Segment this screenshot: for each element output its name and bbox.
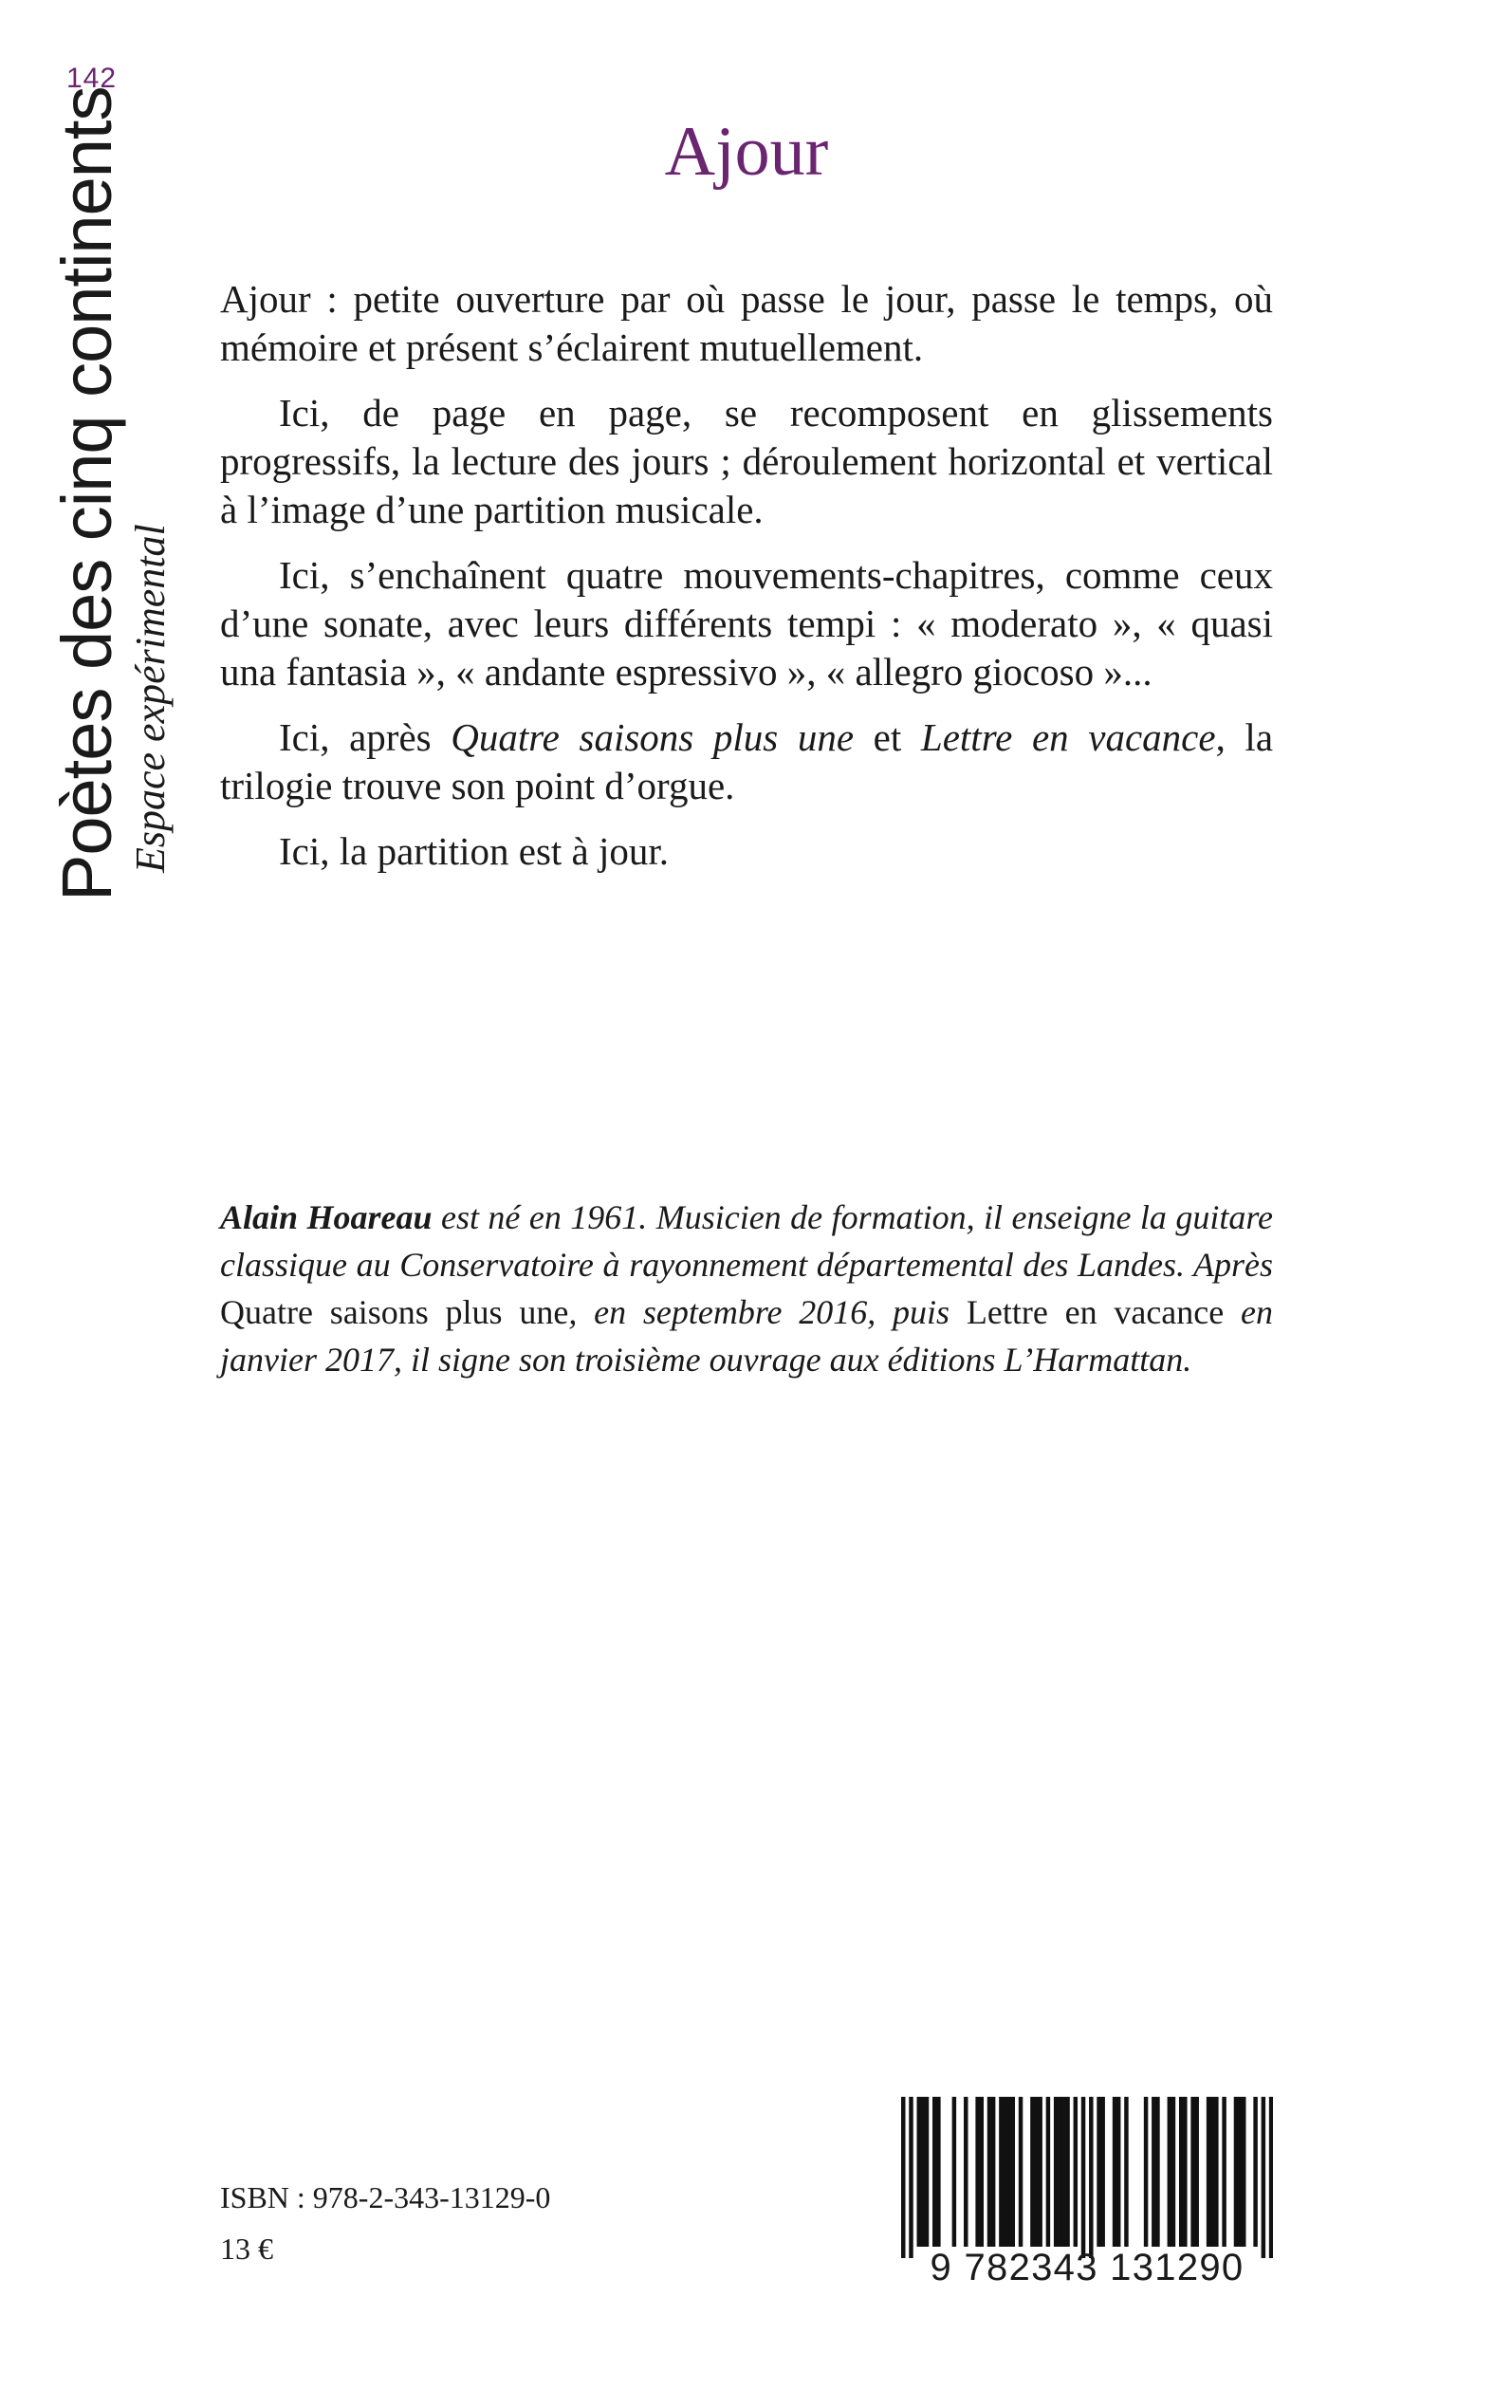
barcode-bar	[999, 2097, 1003, 2247]
barcode-bar	[975, 2097, 979, 2247]
barcode-bar	[980, 2097, 984, 2247]
bio-text-1: est né en 1961. Musicien de formation, il enseigne la guitare classique au Conservatoire à rayonnement départemental des Landes. Après	[220, 1198, 1273, 1284]
blurb-paragraph-2: Ici, de page en page, se recomposent en glissements progressifs, la lecture des jours ; déroulement horizontal et vertical à l’image d’une partition musicale.	[220, 391, 1273, 531]
barcode-bar	[1038, 2097, 1042, 2247]
barcode-bar	[1097, 2097, 1100, 2247]
blurb-p4-text-c: , la trilogie trouve son point d’orgue.	[220, 715, 1274, 807]
barcode-bar	[1194, 2097, 1198, 2247]
barcode-bar	[1242, 2097, 1245, 2247]
bio-book-2: Lettre en vacance	[966, 1293, 1225, 1331]
barcode-bar	[1253, 2097, 1257, 2247]
barcode-bar	[1155, 2097, 1159, 2247]
barcode-bar	[1124, 2097, 1128, 2247]
blurb-paragraph-3: Ici, s’enchaînent quatre mouvements-chapitres, comme ceux d’une sonate, avec leurs différents tempi : « moderato », « quasi una fantasia », « andante espressivo », « allegro giocoso »...	[220, 553, 1273, 694]
barcode-bar	[917, 2097, 921, 2247]
blurb-paragraph-5: Ici, la partition est à jour.	[279, 829, 670, 873]
barcode-bar	[901, 2097, 905, 2258]
barcode-bar	[1262, 2097, 1265, 2258]
barcode	[901, 2097, 1273, 2296]
blurb	[220, 275, 1273, 893]
barcode-bar	[1179, 2097, 1183, 2247]
series-spine	[47, 86, 218, 901]
barcode-bar	[1003, 2097, 1006, 2247]
barcode-bar	[936, 2097, 940, 2247]
barcode-bar	[1238, 2097, 1242, 2247]
barcode-bar	[1214, 2097, 1218, 2247]
blurb-p4-text-a: Ici, après	[279, 715, 452, 759]
series-subtitle: Espace expérimental	[127, 524, 174, 873]
blurb-p4-book-title-1: Quatre saisons plus une	[451, 715, 855, 759]
barcode-bar	[1034, 2097, 1038, 2247]
barcode-bar	[964, 2097, 968, 2247]
barcode-bar	[1061, 2097, 1065, 2247]
barcode-bar	[1183, 2097, 1187, 2247]
barcode-bar	[1019, 2097, 1023, 2247]
blurb-p4-text-b: et	[854, 715, 921, 759]
barcode-bar	[1168, 2097, 1171, 2247]
barcode-bar	[1171, 2097, 1175, 2247]
barcode-bar	[1207, 2097, 1210, 2247]
blurb-paragraph-1: Ajour : petite ouverture par où passe le jour, passe le temps, où mémoire et présent s’éclairent mutuellement.	[220, 277, 1273, 369]
barcode-bar	[1269, 2097, 1273, 2258]
barcode-bar	[1074, 2097, 1078, 2247]
barcode-bar	[1046, 2097, 1050, 2247]
author-name: Alain Hoareau	[220, 1198, 433, 1236]
barcode-bar	[991, 2097, 995, 2247]
barcode-bar	[1116, 2097, 1120, 2247]
bio-book-1: Quatre saisons plus une	[220, 1293, 569, 1331]
blurb-p4-book-title-2: Lettre en vacance	[920, 715, 1216, 759]
barcode-bar	[1054, 2097, 1058, 2247]
barcode-bar	[1006, 2097, 1010, 2247]
barcode-bar	[1152, 2097, 1155, 2247]
barcode-bar	[1210, 2097, 1214, 2247]
isbn: ISBN : 978-2-343-13129-0	[220, 2180, 551, 2214]
barcode-bar	[1011, 2097, 1015, 2247]
bio-text-3: en janvier 2017, il signe son troisième ouvrage aux éditions L’Harmattan.	[220, 1293, 1274, 1379]
barcode-bar	[1113, 2097, 1116, 2247]
barcode-bar	[921, 2097, 925, 2247]
barcode-bar	[1144, 2097, 1148, 2247]
barcode-bar	[925, 2097, 929, 2247]
barcode-bar	[1222, 2097, 1226, 2247]
series-number: 142	[66, 63, 118, 94]
barcode-bar	[952, 2097, 956, 2247]
barcode-bar	[909, 2097, 913, 2258]
author-bio	[220, 1194, 1273, 1383]
barcode-bar	[1081, 2097, 1085, 2258]
barcode-bar	[1089, 2097, 1093, 2258]
book-title: Ajour	[664, 113, 829, 191]
barcode-bar	[1030, 2097, 1034, 2247]
barcode-bar	[1065, 2097, 1069, 2247]
series-title: Poètes des cinq continents	[47, 86, 126, 901]
barcode-bar	[987, 2097, 991, 2247]
blurb-paragraph-4	[220, 713, 1273, 810]
bio-text-2: , en septembre 2016, puis	[568, 1293, 967, 1331]
barcode-bar	[1234, 2097, 1238, 2247]
barcode-bar	[1100, 2097, 1104, 2247]
barcode-bar	[932, 2097, 936, 2247]
barcode-bar	[1058, 2097, 1061, 2247]
barcode-digits: 9 782343 131290	[930, 2247, 1245, 2288]
price: 13 €	[220, 2232, 273, 2266]
barcode-bar	[1190, 2097, 1194, 2247]
